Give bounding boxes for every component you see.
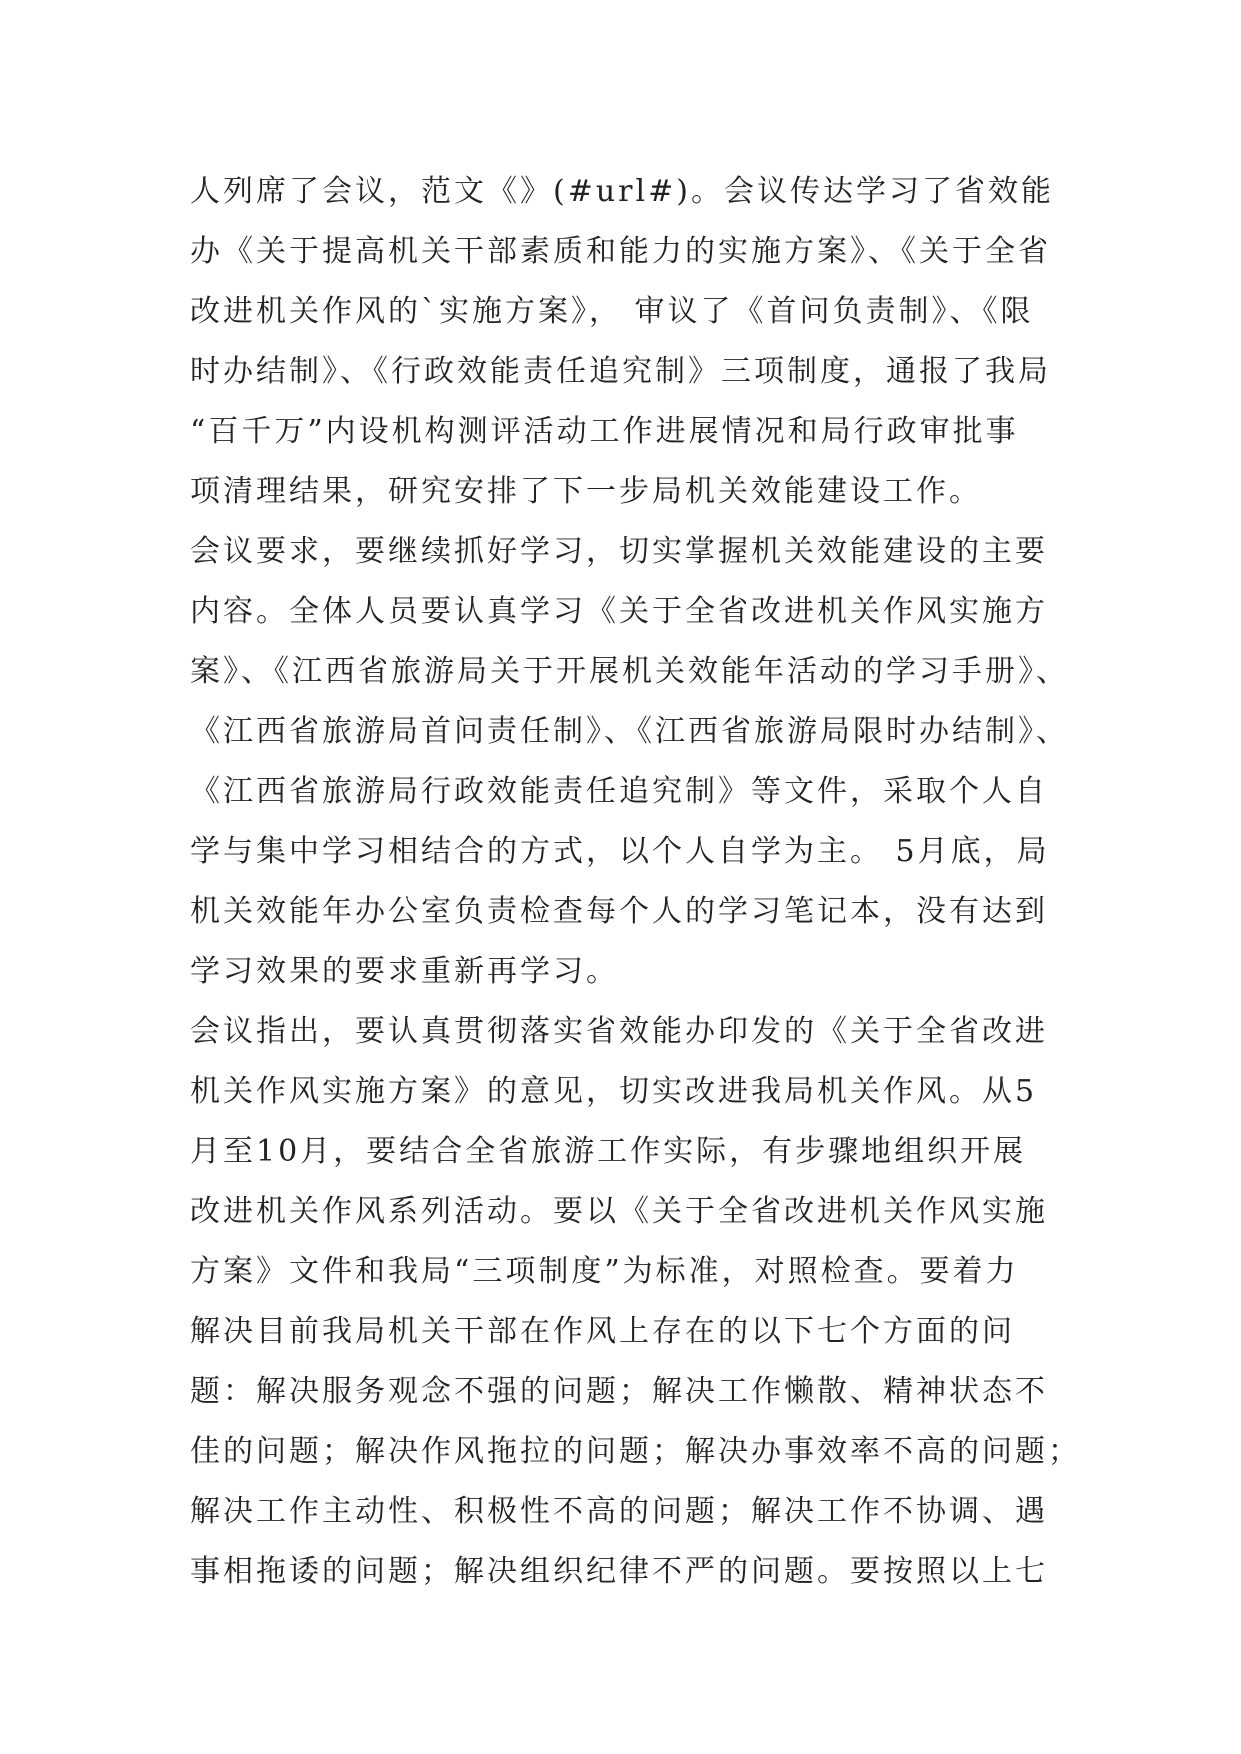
text-line: 《江西省旅游局首问责任制》、《江西省旅游局限时办结制》、 [190,714,1069,749]
text-line: 改进机关作风系列活动。要以《关于全省改进机关作风实施 [190,1194,1048,1229]
text-line: 学与集中学习相结合的方式，以个人自学为主。 5月底，局 [190,834,1050,869]
text-line: 会议要求，要继续抓好学习，切实掌握机关效能建设的主要 [190,534,1048,569]
text-line: 改进机关作风的`实施方案》， 审议了《首问负责制》、《限 [190,294,1034,329]
text-line: “百千万”内设机构测评活动工作进展情况和局行政审批事 [190,414,1019,449]
text-line: 方案》文件和我局“三项制度”为标准，对照检查。要着力 [190,1254,1019,1289]
text-line: 题：解决服务观念不强的问题；解决工作懒散、精神状态不 [190,1374,1048,1409]
text-line: 月至10月，要结合全省旅游工作实际，有步骤地组织开展 [190,1134,1027,1169]
text-line: 会议指出，要认真贯彻落实省效能办印发的《关于全省改进 [190,1014,1048,1049]
text-line: 办《关于提高机关干部素质和能力的实施方案》、《关于全省 [190,234,1051,269]
text-line: 解决目前我局机关干部在作风上存在的以下七个方面的问 [190,1314,1015,1349]
text-line: 解决工作主动性、积极性不高的问题；解决工作不协调、遇 [190,1494,1048,1529]
text-line: 事相拖诿的问题；解决组织纪律不严的问题。要按照以上七 [190,1554,1048,1589]
text-line: 《江西省旅游局行政效能责任追究制》等文件，采取个人自 [190,774,1048,809]
text-line: 佳的问题；解决作风拖拉的问题；解决办事效率不高的问题； [190,1434,1081,1469]
text-line: 内容。全体人员要认真学习《关于全省改进机关作风实施方 [190,594,1048,629]
text-line: 项清理结果，研究安排了下一步局机关效能建设工作。 [190,474,982,509]
document-body [190,162,1090,1602]
text-line: 学习效果的要求重新再学习。 [190,954,619,989]
text-line: 案》、《江西省旅游局关于开展机关效能年活动的学习手册》、 [190,654,1069,689]
text-line: 时办结制》、《行政效能责任追究制》三项制度，通报了我局 [190,354,1051,389]
text-line: 人列席了会议，范文《》(#url#)。会议传达学习了省效能 [190,174,1054,209]
text-line: 机关作风实施方案》的意见，切实改进我局机关作风。从5 [190,1074,1038,1109]
text-line: 机关效能年办公室负责检查每个人的学习笔记本，没有达到 [190,894,1048,929]
